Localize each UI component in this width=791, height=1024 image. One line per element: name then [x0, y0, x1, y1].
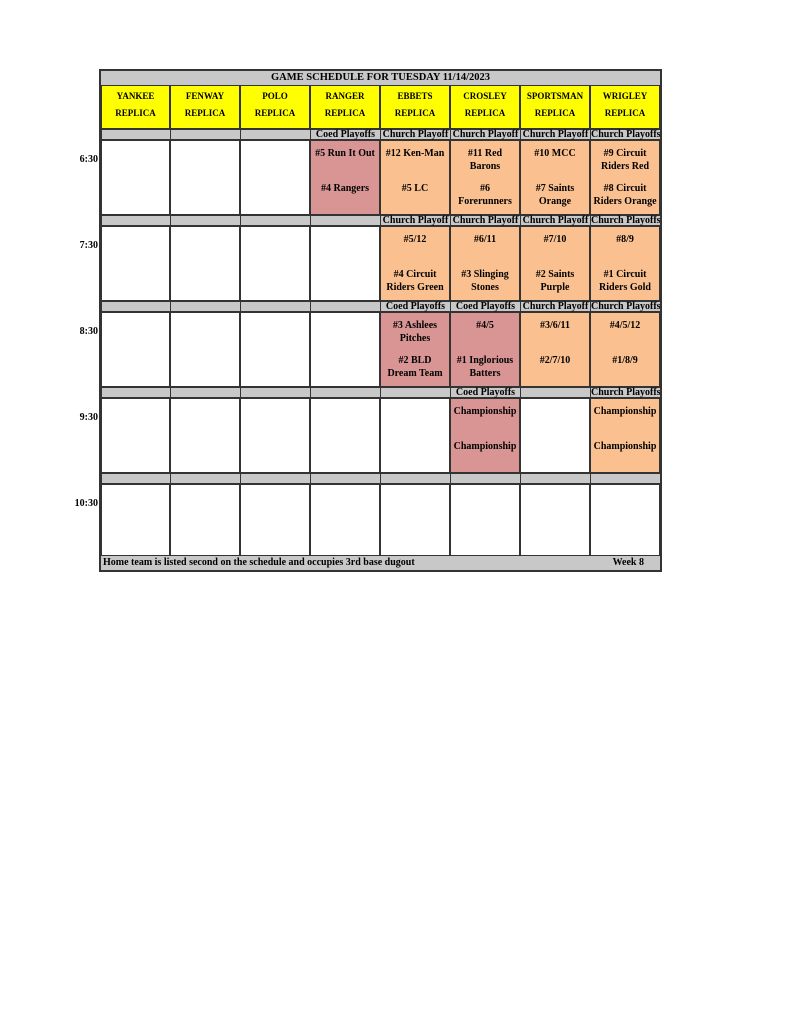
- field-header-sportsman: [520, 85, 590, 129]
- week-label: Week 8: [612, 557, 644, 568]
- away-team: #6/11: [473, 234, 497, 245]
- home-team-note: Home team is listed second on the schedule and occupies 3rd base dugout: [103, 557, 415, 568]
- empty-slot: [310, 226, 380, 301]
- division-label: [101, 216, 170, 225]
- division-label: [450, 474, 520, 483]
- division-label: Church Playoffs: [591, 129, 661, 140]
- division-label: [520, 474, 590, 483]
- time-label: 6:30: [79, 154, 98, 165]
- game-cell: [520, 140, 590, 215]
- division-label: [101, 302, 170, 311]
- game-cell: [520, 312, 590, 387]
- field-subtitle: REPLICA: [254, 108, 296, 118]
- away-team: #4/5/12: [609, 320, 641, 331]
- game-cell: [590, 398, 660, 473]
- field-header-yankee: [101, 85, 170, 129]
- home-team: #4 Circuit Riders Green: [386, 269, 444, 293]
- empty-slot: [240, 312, 310, 387]
- field-name: POLO: [262, 91, 288, 101]
- game-cell: [450, 140, 520, 215]
- field-header-polo: [240, 85, 310, 129]
- division-label: Church Playoffs: [591, 215, 661, 226]
- field-name: RANGER: [325, 91, 365, 101]
- home-team: #1/8/9: [612, 355, 638, 366]
- division-label: [380, 388, 450, 397]
- empty-slot: [380, 398, 450, 473]
- division-label: Coed Playoffs: [450, 302, 520, 311]
- game-cell: [450, 398, 520, 473]
- division-label: [170, 216, 240, 225]
- field-subtitle: REPLICA: [184, 108, 226, 118]
- field-name: SPORTSMAN: [526, 91, 584, 101]
- time-label: 9:30: [79, 412, 98, 423]
- field-subtitle: REPLICA: [464, 108, 506, 118]
- division-label: Church Playoffs: [591, 301, 661, 312]
- division-label: Coed Playoffs: [380, 302, 450, 311]
- away-team: Championship: [453, 406, 517, 417]
- home-team: Championship: [453, 441, 517, 452]
- home-team: Championship: [593, 441, 657, 452]
- division-label: [170, 302, 240, 311]
- field-header-ranger: [310, 85, 380, 129]
- home-team: #3 Slinging Stones: [461, 269, 509, 293]
- field-subtitle: REPLICA: [394, 108, 436, 118]
- away-team: #5/12: [403, 234, 427, 245]
- game-cell: [380, 226, 450, 301]
- division-label: [310, 302, 380, 311]
- empty-slot: [310, 398, 380, 473]
- away-team: Championship: [593, 406, 657, 417]
- empty-slot: [101, 140, 170, 215]
- division-label: Church Playoff: [520, 302, 590, 311]
- home-team: #2/7/10: [539, 355, 571, 366]
- away-team: #5 Run It Out: [315, 148, 375, 159]
- division-label: [240, 130, 310, 139]
- empty-slot: [590, 484, 660, 559]
- game-cell: [380, 312, 450, 387]
- division-label: [310, 388, 380, 397]
- empty-slot: [101, 312, 170, 387]
- division-label: [520, 388, 590, 397]
- time-label: 10:30: [74, 498, 98, 509]
- division-label: [380, 474, 450, 483]
- division-label: [240, 216, 310, 225]
- division-label: Church Playoff: [380, 216, 450, 225]
- game-cell: [450, 226, 520, 301]
- empty-slot: [170, 484, 240, 559]
- empty-slot: [101, 226, 170, 301]
- field-subtitle: REPLICA: [604, 108, 646, 118]
- home-team: #8 Circuit Riders Orange: [593, 183, 657, 207]
- empty-slot: [240, 226, 310, 301]
- field-name: EBBETS: [397, 91, 433, 101]
- empty-slot: [240, 140, 310, 215]
- division-label: Church Playoff: [450, 216, 520, 225]
- game-cell: [590, 140, 660, 215]
- empty-slot: [520, 484, 590, 559]
- division-label: [170, 388, 240, 397]
- empty-slot: [170, 398, 240, 473]
- field-subtitle: REPLICA: [534, 108, 576, 118]
- division-label: Church Playoff: [520, 130, 590, 139]
- game-cell: [590, 312, 660, 387]
- division-label: [170, 130, 240, 139]
- division-label: Coed Playoffs: [310, 130, 380, 139]
- empty-slot: [170, 226, 240, 301]
- field-name: YANKEE: [116, 91, 155, 101]
- field-header-fenway: [170, 85, 240, 129]
- division-label: Coed Playoffs: [450, 388, 520, 397]
- home-team: #6 Forerunners: [458, 183, 512, 207]
- field-name: CROSLEY: [463, 91, 507, 101]
- division-label: [590, 474, 660, 483]
- division-label: Church Playoff: [380, 130, 450, 139]
- empty-slot: [240, 398, 310, 473]
- time-label: 8:30: [79, 326, 98, 337]
- time-label: 7:30: [79, 240, 98, 251]
- schedule-footer: [101, 555, 660, 570]
- division-label: [240, 474, 310, 483]
- empty-slot: [380, 484, 450, 559]
- field-subtitle: REPLICA: [115, 108, 156, 118]
- field-name: WRIGLEY: [602, 91, 648, 101]
- field-subtitle: REPLICA: [324, 108, 366, 118]
- division-label: [101, 388, 170, 397]
- game-cell: [450, 312, 520, 387]
- empty-slot: [240, 484, 310, 559]
- home-team: #2 BLD Dream Team: [387, 355, 443, 379]
- empty-slot: [101, 484, 170, 559]
- division-label: [101, 474, 170, 483]
- away-team: #11 Red Barons: [467, 148, 503, 172]
- division-label: [310, 216, 380, 225]
- schedule-title: GAME SCHEDULE FOR TUESDAY 11/14/2023: [101, 71, 660, 86]
- empty-slot: [170, 140, 240, 215]
- home-team: #2 Saints Purple: [535, 269, 575, 293]
- empty-slot: [170, 312, 240, 387]
- home-team: #1 Inglorious Batters: [456, 355, 514, 379]
- field-header-ebbets: [380, 85, 450, 129]
- game-cell: [380, 140, 450, 215]
- game-cell: [520, 226, 590, 301]
- field-name: FENWAY: [185, 91, 225, 101]
- away-team: #3/6/11: [539, 320, 570, 331]
- away-team: #8/9: [616, 234, 634, 245]
- away-team: #12 Ken-Man: [385, 148, 445, 159]
- game-cell: [310, 140, 380, 215]
- division-label: [240, 388, 310, 397]
- division-label: Church Playoff: [520, 216, 590, 225]
- division-label: [240, 302, 310, 311]
- division-label: Church Playoffs: [591, 387, 661, 398]
- empty-slot: [450, 484, 520, 559]
- home-team: #1 Circuit Riders Gold: [599, 269, 651, 293]
- home-team: #7 Saints Orange: [535, 183, 575, 207]
- home-team: #4 Rangers: [320, 183, 370, 194]
- away-team: #9 Circuit Riders Red: [600, 148, 650, 172]
- game-cell: [590, 226, 660, 301]
- division-label: [310, 474, 380, 483]
- away-team: #4/5: [476, 320, 494, 331]
- division-label: Church Playoff: [450, 130, 520, 139]
- field-header-crosley: [450, 85, 520, 129]
- division-label: [101, 130, 170, 139]
- home-team: #5 LC: [401, 183, 429, 194]
- away-team: #3 Ashlees Pitches: [392, 320, 438, 344]
- away-team: #7/10: [543, 234, 567, 245]
- empty-slot: [310, 312, 380, 387]
- empty-slot: [101, 398, 170, 473]
- away-team: #10 MCC: [534, 148, 576, 159]
- division-label: [170, 474, 240, 483]
- empty-slot: [520, 398, 590, 473]
- field-header-wrigley: [590, 85, 660, 129]
- empty-slot: [310, 484, 380, 559]
